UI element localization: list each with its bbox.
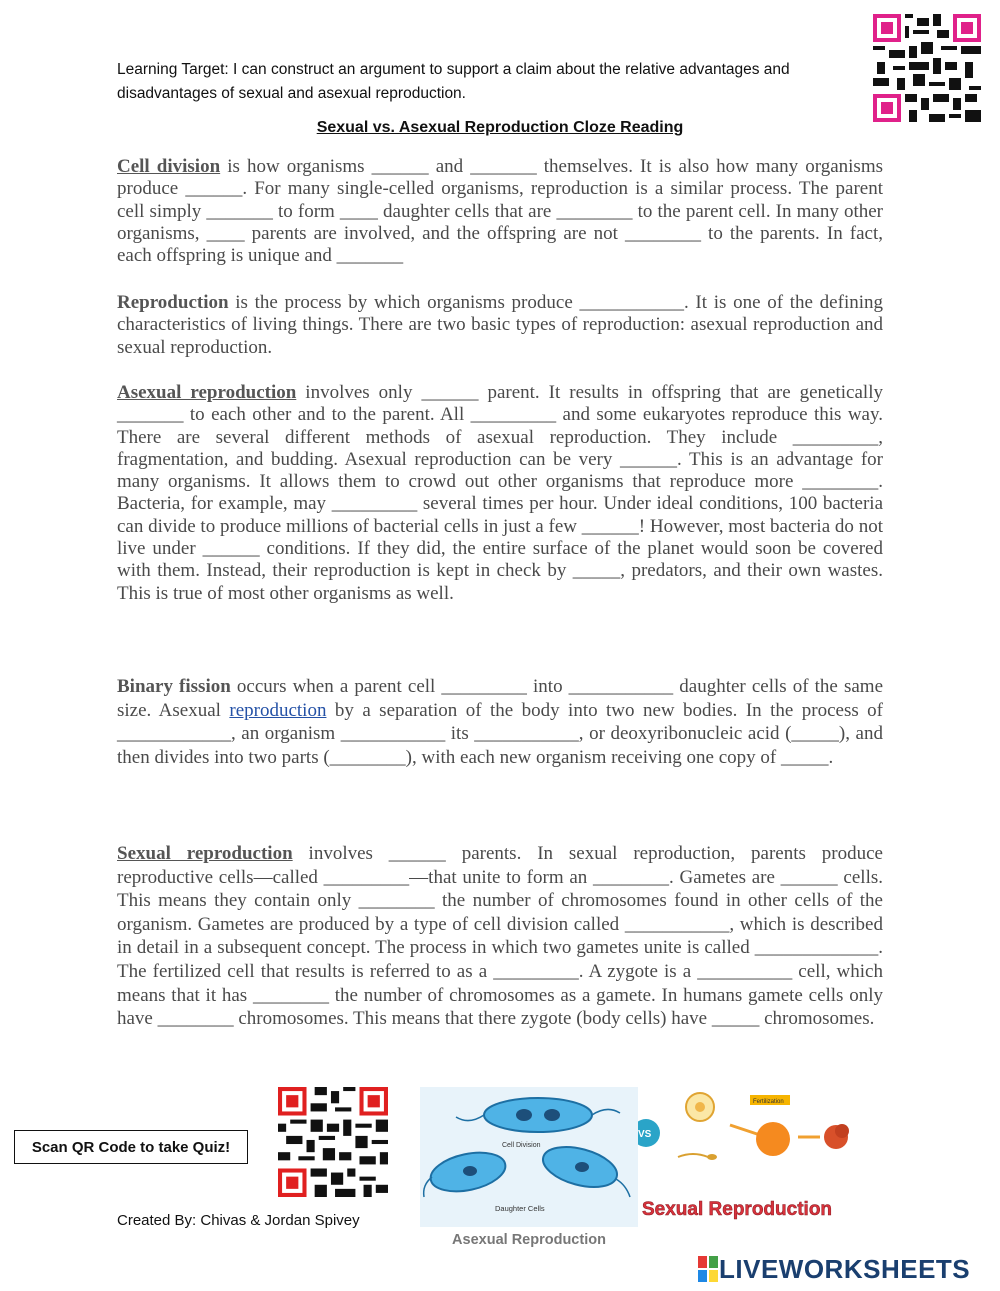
reproduction-link[interactable]: reproduction xyxy=(229,699,327,721)
qr-code-top[interactable] xyxy=(873,14,981,122)
vs-label: VS xyxy=(638,1129,652,1140)
worksheet-title: Sexual vs. Asexual Reproduction Cloze Reading xyxy=(316,119,684,136)
paragraph-cell-division xyxy=(117,156,883,267)
credit-line: Created By: Chivas & Jordan Spivey xyxy=(117,1212,360,1229)
daughter-cell-left xyxy=(424,1146,509,1197)
paragraph-text: by a separation of the body into two new bodies. In the process of ____________, an organism ___________ its ___________, or deoxyribonucleic acid (_____), and then divides into two parts (________), with each new organism receiving one copy of _____. xyxy=(117,699,883,768)
cell-division-label: Cell Division xyxy=(502,1142,541,1149)
paragraph-text: occurs when a parent cell _________ into ___________ daughter cells of the same size. Asexual xyxy=(117,676,883,721)
paragraph-sexual-reproduction xyxy=(117,842,883,1031)
fertilization-label: Fertilization xyxy=(753,1099,784,1105)
daughter-cell-right xyxy=(539,1140,630,1197)
scan-qr-label: Scan QR Code to take Quiz! xyxy=(14,1130,248,1164)
term-binary-fission: Binary fission xyxy=(117,676,231,697)
paragraph-text: involves ______ parents. In sexual reproduction, parents produce reproductive cells—called _________—that unite to form an ________. Gametes are ______ cells. This means they contain only ________ the number of chromosomes found in other cells of the organism. Gametes are produced by a type of cell division called ___________, which is described in detail in a subsequent concept. The process in which two gametes unite is called _____________. The fertilized cell that results is referred to as a _________. A zygote is a __________ cell, which means that it has ________ the number of chromosomes as a gamete. In humans gamete cells only have ________ chromosomes. This means that there zygote (body cells) have _____ chromosomes. xyxy=(117,843,883,1030)
paragraph-reproduction xyxy=(117,292,883,359)
liveworksheets-logo[interactable] xyxy=(697,1253,970,1285)
daughter-cells-label: Daughter Cells xyxy=(495,1204,545,1213)
sexual-reproduction-caption: Sexual Reproduction xyxy=(642,1199,833,1220)
sperm-cell xyxy=(678,1154,708,1157)
zygote xyxy=(756,1122,790,1156)
liveworksheets-wordmark: LIVEWORKSHEETS xyxy=(719,1253,971,1284)
qr-code-quiz[interactable] xyxy=(278,1087,388,1197)
parent-cell xyxy=(456,1098,620,1132)
paragraph-text: is how organisms ______ and _______ themselves. It is also how many organisms produce ______. For many single-celled organisms, reproduction is a similar process. The parent cell simply _______ to form ____ daughter cells that are ________ to the parent cell. In many other organisms, ____ parents are involved, and the offspring are not ________ to the parents. In fact, each offspring is unique and _______ xyxy=(117,156,883,267)
sexual-reproduction-illustration xyxy=(638,1087,863,1227)
term-reproduction: Reproduction xyxy=(117,292,229,313)
asexual-reproduction-illustration xyxy=(420,1087,638,1227)
paragraph-text: is the process by which organisms produce ___________. It is one of the defining characteristics of living things. There are two basic types of reproduction: asexual reproduction and sexual reproduction. xyxy=(117,292,883,358)
live-badge-icon xyxy=(697,1255,719,1283)
term-asexual-reproduction: Asexual reproduction xyxy=(117,382,297,403)
learning-target: Learning Target: I can construct an argument to support a claim about the relative advantages and disadvantages of sexual and asexual reproduction. xyxy=(117,61,790,102)
paragraph-binary-fission xyxy=(117,675,883,769)
arrow-icon xyxy=(730,1125,760,1135)
paragraph-text: involves only ______ parent. It results in offspring that are genetically _______ to each other and to the parent. All _________ and some eukaryotes reproduce this way. There are several different methods of asexual reproduction. They include _________, fragmentation, and budding. Asexual reproduction can be very ______. This is an advantage for many organisms. It allows them to crowd out other organisms that reproduce more ________. Bacteria, for example, may _________ several times per hour. Under ideal conditions, 100 bacteria can divide to produce millions of bacterial cells in just a few ______! However, most bacteria do not live under ______ conditions. If they did, the entire surface of the planet would soon be covered with them. Instead, their reproduction is kept in check by _____, predators, and their own wastes. This is true of most other organisms as well. xyxy=(117,382,883,604)
term-cell-division: Cell division xyxy=(117,156,221,177)
paragraph-asexual-reproduction xyxy=(117,382,883,605)
asexual-reproduction-caption: Asexual Reproduction xyxy=(452,1232,606,1248)
term-sexual-reproduction: Sexual reproduction xyxy=(117,843,293,864)
